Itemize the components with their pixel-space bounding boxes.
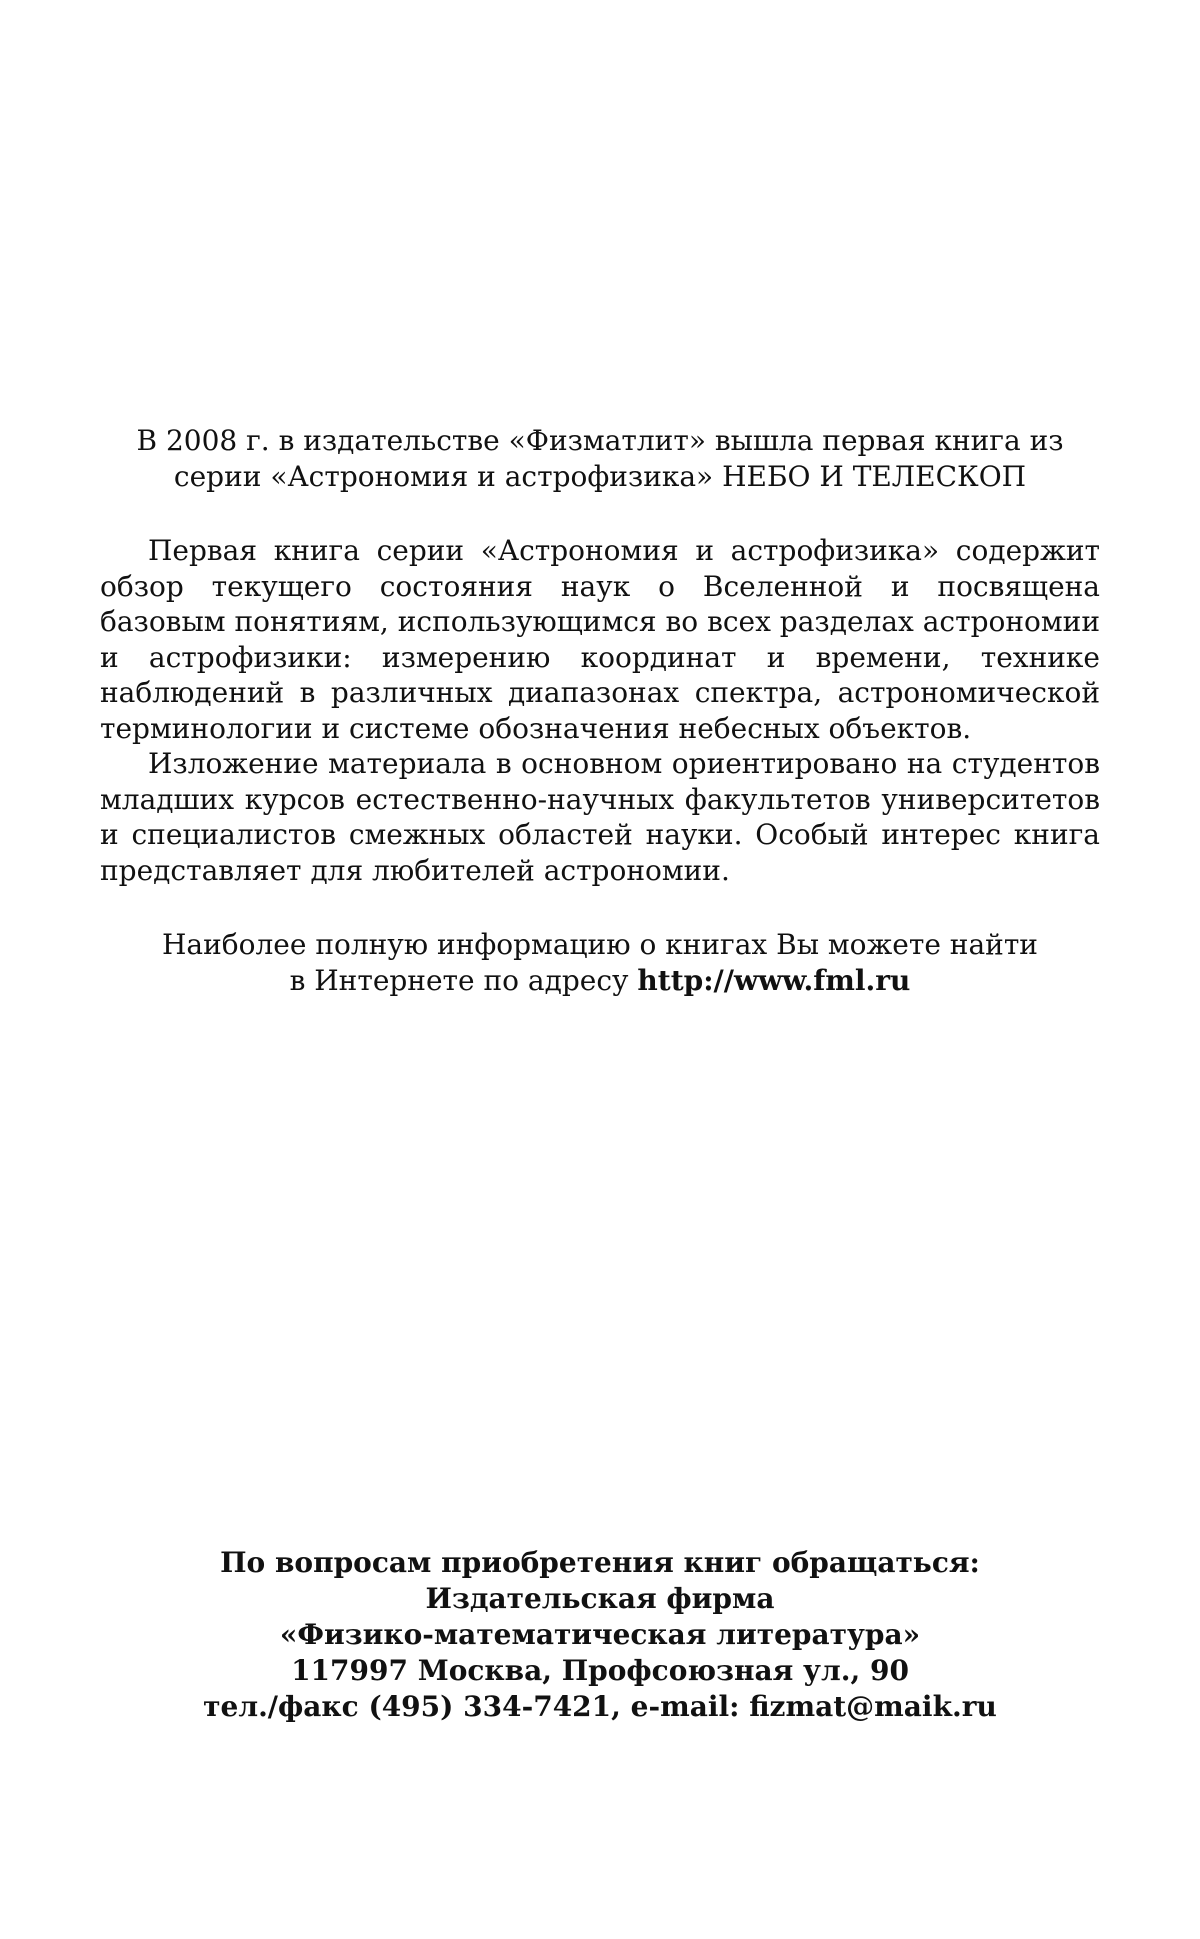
description-paragraph-1: Первая книга серии «Астрономия и астрофизика» содержит обзор текущего состояния наук о Вселенной и посвящена базовым понятиям, использующимся во всех разделах астрономии и астрофизики: измерению координат и времени, технике наблюдений в различных диапазонах спектра, астрономической терминологии и системе обозначения небесных объектов. (100, 534, 1100, 745)
series-announcement (100, 423, 1100, 495)
info-line-1: Наиболее полную информацию о книгах Вы можете найти (162, 928, 1038, 961)
publisher-contact (100, 1545, 1100, 1725)
info-line-2 (100, 963, 1100, 999)
announcement-line-2: серии «Астрономия и астрофизика» НЕБО И ТЕЛЕСКОП (173, 460, 1027, 493)
publisher-label: Издательская фирма (425, 1582, 775, 1615)
publisher-phone-email: тел./факс (495) 334-7421, e-mail: fizmat@maik.ru (203, 1690, 997, 1723)
contact-heading: По вопросам приобретения книг обращаться: (220, 1546, 980, 1579)
info-line-2-text: в Интернете по адресу (289, 964, 638, 997)
announcement-line-1: В 2008 г. в издательстве «Физматлит» вышла первая книга из (136, 424, 1064, 457)
publisher-name: «Физико-математическая литература» (279, 1618, 921, 1651)
publisher-address: 117997 Москва, Профсоюзная ул., 90 (291, 1654, 909, 1687)
website-info (100, 927, 1100, 999)
description-paragraph-2: Изложение материала в основном ориентировано на студентов младших курсов естественно-научных факультетов университетов и специалистов смежных областей науки. Особый интерес книга представляет для любителей астрономии. (100, 747, 1100, 887)
book-description (100, 533, 1100, 888)
website-url: http://www.fml.ru (637, 964, 911, 997)
